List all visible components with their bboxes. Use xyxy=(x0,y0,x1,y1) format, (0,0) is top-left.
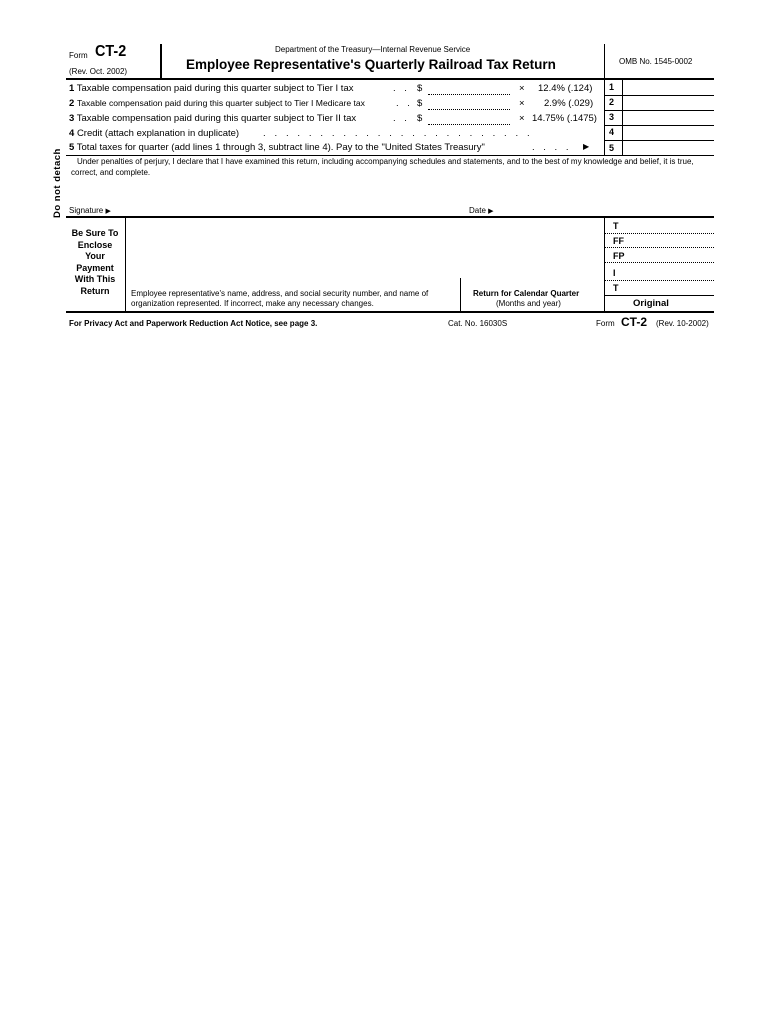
code-t-1: T xyxy=(613,221,619,231)
omb-number: OMB No. 1545-0002 xyxy=(619,57,693,66)
code-rule-5 xyxy=(605,295,714,296)
line-2-text: 2 Taxable compensation paid during this quarter subject to Tier I Medicare tax xyxy=(69,98,365,109)
code-rule-2 xyxy=(605,247,714,248)
line-5-rule xyxy=(66,155,714,156)
representative-address-field[interactable] xyxy=(126,218,604,288)
line-5-box-number: 5 xyxy=(609,143,615,153)
line-1-mult: × xyxy=(519,83,525,94)
line-4-leader: . . . . . . . . . . . . . . . . . . . . . . . . xyxy=(263,128,533,139)
line-1-amount-box[interactable] xyxy=(623,80,714,94)
code-rule-3 xyxy=(605,262,714,263)
line-1-box-number: 1 xyxy=(609,82,615,92)
perjury-declaration: Under penalties of perjury, I declare that I have examined this return, including accompanying schedules and statements, and to the best of my knowledge and belief, it is true, correct, and complete. xyxy=(71,157,694,177)
code-ff: FF xyxy=(613,236,624,246)
line-1-dollar: $ xyxy=(417,83,423,94)
form-bottom-rule xyxy=(66,311,714,313)
line-3-dollar: $ xyxy=(417,113,423,124)
privacy-notice: For Privacy Act and Paperwork Reduction Act Notice, see page 3. xyxy=(69,319,318,328)
enclose-line-1: Be Sure To xyxy=(71,228,119,238)
line-4-text: 4 Credit (attach explanation in duplicate) xyxy=(69,128,240,139)
do-not-detach-label: Do not detach xyxy=(52,148,63,218)
enclose-line-2: Enclose xyxy=(77,239,113,250)
header-bottom-rule xyxy=(66,78,714,80)
footer-form-label: Form xyxy=(596,319,615,328)
line-1-rate: 12.4% (.124) xyxy=(538,83,593,94)
date-label: Date ▶ xyxy=(469,206,494,215)
code-column-left xyxy=(604,217,605,311)
line-1-leader: . . xyxy=(393,83,410,94)
line-2-box-number: 2 xyxy=(609,97,615,107)
department-label: Department of the Treasury—Internal Revenue Service xyxy=(275,45,471,54)
header-divider-left xyxy=(160,44,162,78)
footer-form-number: CT-2 xyxy=(621,315,648,329)
months-year-label: (Months and year) xyxy=(496,299,561,308)
return-quarter-label: Return for Calendar Quarter xyxy=(473,289,580,298)
line-4-box-number: 4 xyxy=(609,127,615,137)
line-3-text: 3 Taxable compensation paid during this quarter subject to Tier II tax xyxy=(69,113,357,124)
line-2-leader: . . xyxy=(396,98,413,109)
quarter-divider xyxy=(460,278,461,311)
original-label: Original xyxy=(633,298,669,309)
line-5-arrow: ▶ xyxy=(583,142,590,151)
footer-revision: (Rev. 10-2002) xyxy=(656,319,709,328)
line-1-text: 1 Taxable compensation paid during this quarter subject to Tier I tax xyxy=(69,83,354,94)
representative-info-label: Employee representative's name, address, and social security number, and name of organization represented. If incorrect, make any necessary changes. xyxy=(131,289,429,308)
signature-label: Signature ▶ xyxy=(69,206,111,215)
code-fp: FP xyxy=(613,251,625,261)
line-number-column-left xyxy=(604,79,605,155)
form-number: CT-2 xyxy=(95,43,127,60)
line-2-amount-field[interactable] xyxy=(428,109,510,110)
enclose-line-4: Payment xyxy=(76,262,114,273)
enclose-line-3: Your xyxy=(85,251,105,262)
line-5-leader: . . . . xyxy=(532,142,572,153)
line-5-amount-box[interactable] xyxy=(623,141,714,155)
line-2-mult: × xyxy=(519,98,525,109)
form-title: Employee Representative's Quarterly Railroad Tax Return xyxy=(186,57,556,72)
catalog-number: Cat. No. 16030S xyxy=(448,319,508,328)
line-5-text: 5 Total taxes for quarter (add lines 1 through 3, subtract line 4). Pay to the "United States Treasury" xyxy=(69,142,485,153)
line-3-rate: 14.75% (.1475) xyxy=(532,113,597,124)
form-revision: (Rev. Oct. 2002) xyxy=(69,67,128,76)
enclose-payment-notice xyxy=(66,228,124,298)
line-3-amount-box[interactable] xyxy=(623,111,714,125)
line-3-mult: × xyxy=(519,113,525,124)
date-field[interactable] xyxy=(505,202,705,216)
code-t-2: T xyxy=(613,283,619,293)
enclose-line-5: With This xyxy=(74,274,116,285)
code-i: I xyxy=(613,268,616,278)
line-3-box-number: 3 xyxy=(609,112,615,122)
line-4-amount-box[interactable] xyxy=(623,126,714,140)
form-label: Form xyxy=(69,51,88,60)
code-rule-4 xyxy=(605,280,714,281)
enclose-line-6: Return xyxy=(80,285,110,296)
line-2-rate: 2.9% (.029) xyxy=(544,98,594,109)
line-2-amount-box[interactable] xyxy=(623,96,714,110)
line-3-amount-field[interactable] xyxy=(428,124,510,125)
line-2-dollar: $ xyxy=(417,98,423,109)
code-rule-1 xyxy=(605,233,714,234)
signature-field[interactable] xyxy=(125,202,460,216)
line-3-leader: . . xyxy=(393,113,410,124)
line-1-amount-field[interactable] xyxy=(428,94,510,95)
header-divider-right xyxy=(604,44,605,78)
